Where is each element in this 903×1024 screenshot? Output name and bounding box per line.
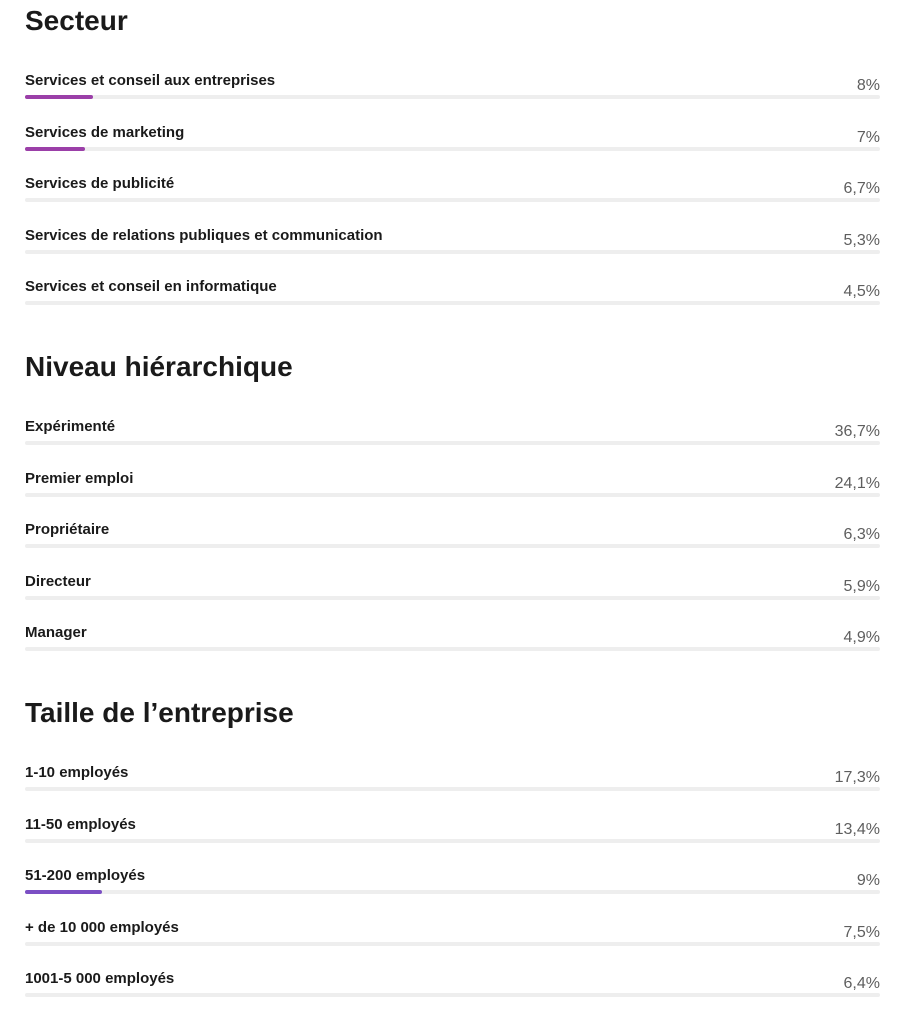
row-label: Services et conseil aux entreprises <box>25 72 276 89</box>
list-item <box>25 515 880 567</box>
row-percentage: 17,3% <box>834 769 880 786</box>
row-label: 51-200 employés <box>25 867 146 884</box>
progress-track <box>25 596 880 600</box>
row-label: 1-10 employés <box>25 764 129 781</box>
progress-track <box>25 993 880 997</box>
row-label: Manager <box>25 624 87 641</box>
progress-track <box>25 250 880 254</box>
row-label: Services et conseil en informatique <box>25 278 277 295</box>
list-item <box>25 810 880 862</box>
list-item <box>25 758 880 810</box>
list-item <box>25 913 880 965</box>
row-label: Directeur <box>25 572 91 590</box>
row-percentage: 4,5% <box>843 283 880 300</box>
section-title: Secteur <box>25 5 128 36</box>
row-percentage: 6,3% <box>843 526 880 543</box>
row-label: Services de publicité <box>25 175 175 192</box>
list-item <box>25 66 880 118</box>
progress-track <box>25 942 880 946</box>
progress-fill <box>25 147 85 151</box>
list-item <box>25 118 880 170</box>
row-percentage: 6,4% <box>843 975 880 992</box>
row-percentage: 8% <box>856 77 880 94</box>
list-item <box>25 618 880 670</box>
row-percentage: 24,1% <box>834 474 880 492</box>
section-secteur <box>25 4 880 324</box>
progress-track <box>25 147 880 151</box>
row-label: Services de relations publiques et communication <box>25 226 383 244</box>
row-label: Propriétaire <box>25 521 110 538</box>
list-item <box>25 412 880 464</box>
row-label: Expérimenté <box>25 418 116 435</box>
row-label: + de 10 000 employés <box>25 918 179 936</box>
list-item <box>25 464 880 516</box>
section-niveau-hierarchique <box>25 350 880 670</box>
row-percentage: 36,7% <box>834 423 880 440</box>
row-percentage: 13,4% <box>834 820 880 838</box>
list-item <box>25 567 880 619</box>
row-percentage: 4,9% <box>843 629 880 646</box>
section-taille-entreprise <box>25 696 880 1016</box>
row-percentage: 5,3% <box>843 231 880 249</box>
progress-track <box>25 95 880 99</box>
progress-track <box>25 493 880 497</box>
row-percentage: 5,9% <box>843 577 880 595</box>
row-label: Premier emploi <box>25 469 134 487</box>
list-item <box>25 169 880 221</box>
progress-track <box>25 839 880 843</box>
progress-fill <box>25 890 102 894</box>
progress-track <box>25 787 880 791</box>
progress-track <box>25 890 880 894</box>
section-title: Niveau hiérarchique <box>25 351 293 382</box>
row-percentage: 6,7% <box>843 180 880 197</box>
row-label: 1001-5 000 employés <box>25 970 175 987</box>
progress-fill <box>25 95 93 99</box>
row-percentage: 7,5% <box>843 923 880 941</box>
row-label: Services de marketing <box>25 123 185 141</box>
progress-track <box>25 544 880 548</box>
progress-track <box>25 198 880 202</box>
row-label: 11-50 employés <box>25 815 136 833</box>
row-percentage: 9% <box>856 872 880 889</box>
progress-track <box>25 441 880 445</box>
section-title: Taille de l’entreprise <box>25 697 294 728</box>
row-percentage: 7% <box>856 128 880 146</box>
progress-track <box>25 301 880 305</box>
list-item <box>25 861 880 913</box>
list-item <box>25 272 880 324</box>
list-item <box>25 221 880 273</box>
progress-track <box>25 647 880 651</box>
list-item <box>25 964 880 1016</box>
